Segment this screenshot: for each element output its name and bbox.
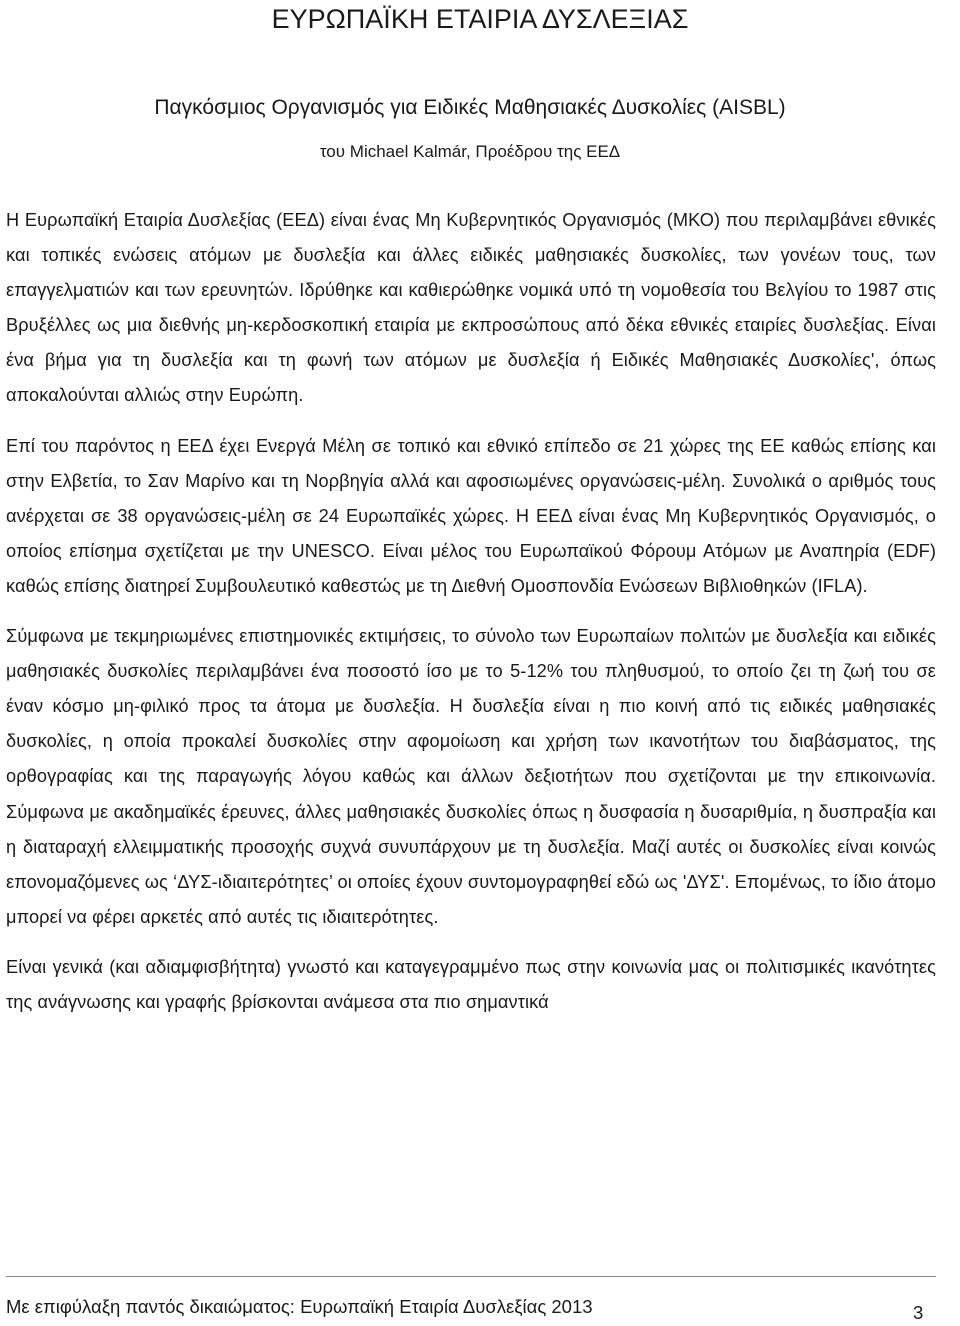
footer-divider [6,1276,936,1277]
document-title: ΕΥΡΩΠΑΪΚΗ ΕΤΑΙΡΙΑ ΔΥΣΛΕΞΙΑΣ [271,4,689,34]
paragraph: Είναι γενικά (και αδιαμφισβήτητα) γνωστό και καταγεγραμμένο πως στην κοινωνία μας οι πολιτισμικές ικανότητες της ανάγνωσης και γραφής βρίσκονται ανάμεσα στα πιο σημαντικά [6,956,936,1012]
page-number: 3 [913,1302,924,1323]
document-subtitle: Παγκόσμιος Οργανισμός για Ειδικές Μαθησιακές Δυσκολίες (AISBL) [154,96,786,119]
paragraph: Επί του παρόντος η ΕΕΔ έχει Ενεργά Μέλη σε τοπικό και εθνικό επίπεδο σε 21 χώρες της ΕΕ καθώς επίσης και στην Ελβετία, το Σαν Μαρίνο και τη Νορβηγία αλλά και αφοσιωμένες οργανώσεις-μέλη. Συνολικά ο αριθμός τους ανέρχεται σε 38 οργανώσεις-μέλη σε 24 Ευρωπαϊκές χώρες. Η ΕΕΔ είναι ένας Μη Κυβερνητικός Οργανισμός, ο οποίος επίσημα σχετίζεται με την UNESCO. Είναι μέλος του Ευρωπαϊκού Φόρουμ Ατόμων με Αναπηρία (EDF) καθώς επίσης διατηρεί Συμβουλευτικό καθεστώς με τη Διεθνή Ομοσπονδία Ενώσεων Βιβλιοθηκών (IFLA). [6,435,936,596]
paragraph: Σύμφωνα με τεκμηριωμένες επιστημονικές εκτιμήσεις, το σύνολο των Ευρωπαίων πολιτών με δυσλεξία και ειδικές μαθησιακές δυσκολίες περιλαμβάνει ένα ποσοστό ίσο με το 5-12% του πληθυσμού, το οποίο ζει τη ζωή του σε έναν κόσμο μη-φιλικό προς τα άτομα με δυσλεξία. Η δυσλεξία είναι η πιο κοινή από τις ειδικές μαθησιακές δυσκολίες, η οποία προκαλεί δυσκολίες στην αφομοίωση και χρήση των ικανοτήτων του διαβάσματος, της ορθογραφίας και της παραγωγής λόγου καθώς και άλλων δεξιοτήτων που σχετίζονται με την επικοινωνία. Σύμφωνα με ακαδημαϊκές έρευνες, άλλες μαθησιακές δυσκολίες όπως η δυσφασία η δυσαριθμία, η δυσπραξία και η διαταραχή ελλειμματικής προσοχής συχνά συνυπάρχουν με τη δυσλεξία. Μαζί αυτές οι δυσκολίες είναι κοινώς επονομαζόμενες ως ‘ΔΥΣ-ιδιαιτερότητες’ οι οποίες έχουν συντομογραφηθεί εδώ ως 'ΔΥΣ'. Επομένως, το ίδιο άτομο μπορεί να φέρει αρκετές από αυτές τις ιδιαιτερότητες. [6,626,936,927]
document-body [6,203,936,1035]
paragraph: Η Ευρωπαϊκή Εταιρία Δυσλεξίας (ΕΕΔ) είναι ένας Μη Κυβερνητικός Οργανισμός (ΜΚΟ) που περιλαμβάνει εθνικές και τοπικές ενώσεις ατόμων με δυσλεξία και άλλες ειδικές μαθησιακές δυσκολίες, των γονέων τους, των επαγγελματιών και των ερευνητών. Ιδρύθηκε και καθιερώθηκε νομικά υπό τη νομοθεσία του Βελγίου το 1987 στις Βρυξέλλες ως μια διεθνής μη-κερδοσκοπική εταιρία με εκπροσώπους από δέκα εθνικές εταιρίες δυσλεξίας. Είναι ένα βήμα για τη δυσλεξία και τη φωνή των ατόμων με δυσλεξία ή Ειδικές Μαθησιακές Δυσκολίες', όπως αποκαλούνται αλλιώς στην Ευρώπη. [6,210,936,406]
footer-copyright: Με επιφύλαξη παντός δικαιώματος: Ευρωπαϊκή Εταιρία Δυσλεξίας 2013 [6,1296,593,1317]
document-author: του Michael Kalmár, Προέδρου της ΕΕΔ [319,142,621,161]
